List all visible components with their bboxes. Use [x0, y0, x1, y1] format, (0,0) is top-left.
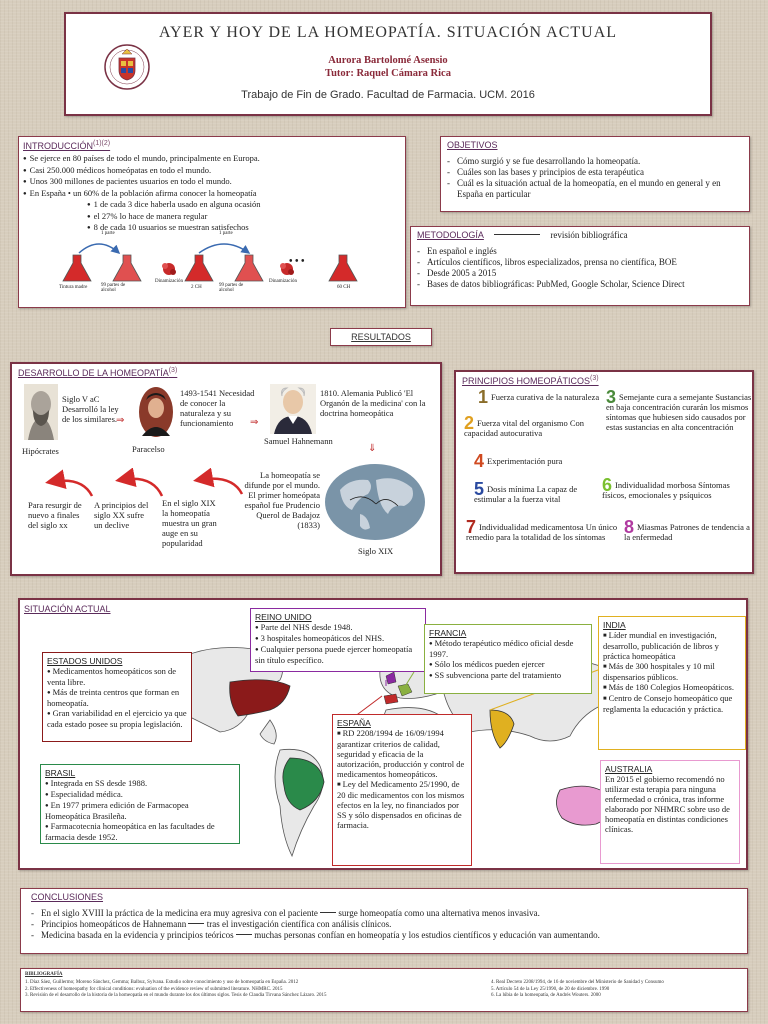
bibliografia-title: BIBLIOGRAFÍA [25, 972, 63, 977]
list-item: ● Cualquier persona puede ejercer homeopatía sin título específico. [255, 644, 421, 665]
hipocrates-portrait [24, 384, 58, 440]
list-item: ■ RD 2208/1994 de 16/09/1994 garantizar criterios de calidad, seguridad y eficacia de la autorización, producción y control de medicamentos homeopáticos. [337, 728, 467, 779]
poster-header [64, 12, 712, 116]
list-item: ■ Ley del Medicamento 25/1990, de 20 dic medicamentos con los mismos efectos en la ley, no financiados por SS y sólo dispensados en oficinas de farmacia. [337, 779, 467, 830]
list-item: ■ Líder mundial en investigación, desarrollo, publicación de libros y práctica homeopática [603, 630, 741, 661]
bibliografia-section [20, 968, 748, 1012]
flask-icon [329, 255, 357, 281]
list-item: ■ Centro de Consejo homeopático que reglamenta la educación y práctica. [603, 693, 741, 714]
flask-icon [185, 255, 213, 281]
diagram-label: 60 CH [337, 285, 351, 290]
diagram-label: 99 partes de alcohol [219, 283, 244, 293]
diagram-label: 99 partes de alcohol [101, 283, 126, 293]
country-box-reino-unido [250, 608, 426, 672]
resultados-banner: RESULTADOS [330, 328, 432, 346]
intro-list [23, 153, 401, 199]
poster-title: AYER Y HOY DE LA HOMEOPATÍA. SITUACIÓN ACTUAL [158, 24, 618, 41]
list-item: ■ Más de 300 hospitales y 10 mil dispensarios públicos. [603, 661, 741, 682]
desarrollo-section [10, 362, 442, 576]
diagram-label: 1 parte [219, 231, 233, 236]
paracelso-label: Paracelso [132, 444, 165, 454]
country-name: INDIA [603, 620, 626, 630]
list-item: ● SS subvenciona parte del tratamiento [429, 670, 587, 681]
country-name: REINO UNIDO [255, 612, 312, 622]
arrow-right-icon: ⇒ [116, 415, 125, 426]
metodologia-list [417, 246, 743, 290]
list-item: - Desde 2005 a 2015 [417, 268, 743, 279]
intro-title: $INTRODUCCIÓN^{(1)(2)}$ [23, 140, 111, 151]
principio-4: 4 Experimentación pura [474, 451, 563, 471]
paracelso-portrait [138, 386, 174, 438]
principio-8: 8 Miasmas Patrones de tendencia a la enfermedad [624, 517, 750, 542]
australia-text: En 2015 el gobierno recomendó no utilizar esta terapia para ninguna enfermedad o crónica, tras informe elaborado por NHMRC sobre uso de homeopatía en distintas condiciones clínicas. [605, 774, 730, 834]
principios-section [454, 370, 754, 574]
siglo-xix-label: Siglo XIX [358, 546, 394, 556]
shaker-icon [162, 263, 176, 275]
flask-icon [63, 255, 91, 281]
list-item: - Principios homeopáticos de Hahnemann tras el investigación científica con análisis clínicos. [31, 919, 737, 930]
principio-5: 5 Dosis mínima La capaz de estimular a la fuerza vital [474, 479, 578, 504]
list-item: - En español e inglés [417, 246, 743, 257]
bibliografia-left [25, 980, 485, 1000]
arrow-right-icon [188, 923, 204, 924]
list-item: ● Casi 250.000 médicos homeópatas en todo el mundo. [23, 165, 401, 177]
metodologia-title: METODOLOGÍA [417, 230, 484, 240]
diagram-label: Dinamización [155, 279, 184, 284]
flask-icon [235, 255, 263, 281]
red-arrows [42, 468, 252, 500]
reference: 1. Díaz Sáez, Guillermo; Moreno Sánchez, Gemma; Balbuz, Sylvana. Estudio sobre conocimiento y uso de homeopatía en España. 2012 [25, 980, 299, 985]
reference: 2. Effectiveness of homeopathy for clinical conditions: evaluation of the evidence review of submitted literature. NHMRC. 2015 [25, 986, 283, 992]
authors-block [66, 54, 710, 80]
country-box-australia [600, 760, 740, 864]
situacion-section [18, 598, 748, 870]
diagram-label: 1 parte [101, 231, 115, 236]
country-name: ESPAÑA [337, 718, 371, 728]
difusion-text: La homeopatía se difunde por el mundo. El primer homeópata español fue Prudencio Querol de Badajoz (1833) [244, 470, 320, 530]
principio-3: 3 Semejante cura a semejante Sustancias en baja concentración curarán los mismos síntomas que hubiesen sido causados por estas sustancias en alta concentración [606, 387, 752, 432]
diagram-label: Dinamización [269, 279, 298, 284]
objetivos-title: OBJETIVOS [447, 140, 498, 150]
list-item: ● Más de treinta centros que forman en homeopatía. [47, 687, 187, 708]
country-name: ESTADOS UNIDOS [47, 656, 123, 666]
arrow-right-icon [320, 912, 336, 913]
reference: 3. Revisión de el desarrollo de la historia de la homeopatía en el mundo durante los dos últimos siglos. Tesis de Claudia Tirvana Sánchez Lázaro. 2015 [25, 993, 327, 998]
hahnemann-portrait [270, 384, 316, 434]
country-box-espana [332, 714, 472, 866]
list-item: ● Unos 300 millones de pacientes usuarios en todo el mundo. [23, 176, 401, 188]
author-name: Aurora Bartolomé Asensio [328, 55, 448, 66]
list-item: ● Se ejerce en 80 países de todo el mundo, principalmente en Europa. [23, 153, 401, 165]
principio-7: 7 Individualidad medicamentosa Un único remedio para la totalidad de los síntomas [466, 517, 618, 542]
principio-1: 1 Fuerza curativa de la naturaleza [478, 387, 600, 407]
declive-text: A principios del siglo XX sufre un declive [94, 500, 149, 530]
intro-sublist [87, 199, 401, 234]
reference: 4. Real Decreto 2208/1994, de 16 de noviembre del Ministerio de Sanidad y Consumo [491, 980, 664, 985]
conclusiones-section [20, 888, 748, 954]
metodologia-method: revisión bibliográfica [550, 230, 628, 240]
objetivos-list [447, 156, 743, 200]
list-item: ■ Más de 180 Colegios Homeopáticos. [603, 682, 741, 693]
flask-icon [113, 255, 141, 281]
country-name: FRANCIA [429, 628, 467, 638]
list-item: ● Método terapéutico médico oficial desde 1997. [429, 638, 587, 659]
country-box-brasil [40, 764, 240, 844]
list-item: ● En 1977 primera edición de Farmacopea Homeopática Brasileña. [45, 800, 235, 821]
country-box-francia [424, 624, 592, 694]
country-name: BRASIL [45, 768, 76, 778]
hipocrates-text: Siglo V aC Desarrolló la ley de los similares. [62, 394, 119, 424]
poster-subtitle: Trabajo de Fin de Grado. Facultad de Farmacia. UCM. 2016 [241, 89, 535, 101]
list-item: - En el siglo XVIII la práctica de la medicina era muy agresiva con el paciente surge homeopatía como una alternativa menos invasiva. [31, 908, 737, 919]
objetivos-section [440, 136, 750, 212]
list-item: - Bases de datos bibliográficas: PubMed, Google Scholar, Science Direct [417, 279, 743, 290]
country-box-eeuu [42, 652, 192, 742]
reference: 6. La lúbia de la homeopatía, de Andrés Wouters. 2000 [491, 993, 601, 998]
reference: 5. Artículo 54 de la Ley 25/1990, de 20 de diciembre. 1990 [491, 986, 610, 992]
situacion-title: SITUACIÓN ACTUAL [24, 604, 111, 614]
resurgir-text: Para resurgir de nuevo a finales del siglo xx [28, 500, 82, 530]
globe-icon [320, 460, 430, 544]
principio-2: 2 Fuerza vital del organismo Con capacidad autocurativa [464, 413, 585, 438]
list-item: - Cómo surgió y se fue desarrollando la homeopatía. [447, 156, 743, 167]
list-item: ● 3 hospitales homeopáticos del NHS. [255, 633, 421, 644]
bibliografia-right [491, 980, 745, 1000]
list-item: ● Gran variabilidad en el ejercicio ya que cada estado posee su propia legislación. [47, 708, 187, 729]
list-item: - Artículos científicos, libros especializados, prensa no científica, BOE [417, 257, 743, 268]
metodologia-section [410, 226, 750, 306]
hahnemann-label: Samuel Hahnemann [264, 436, 333, 446]
hipocrates-label: Hipócrates [22, 446, 59, 456]
list-item: ● Parte del NHS desde 1948. [255, 622, 421, 633]
diagram-label: Tintura madre [59, 285, 88, 290]
list-item: - Cuál es la situación actual de la homeopatía, en el mundo en general y en España en particular [447, 178, 743, 200]
paracelso-text: 1493-1541 Necesidad de conocer la naturaleza y su funcionamiento [180, 388, 255, 428]
conclusiones-list [31, 908, 737, 941]
country-name: AUSTRALIA [605, 764, 653, 774]
list-item: ● 1 de cada 3 dice haberla usado en alguna ocasión [87, 199, 401, 211]
list-item: - Medicina basada en la evidencia y principios teóricos muchas personas confían en homeopatía y los estudios científicos y educación van aumentando. [31, 930, 737, 941]
arrow-right-icon: ⇒ [250, 417, 259, 428]
diagram-dots: • • • [289, 256, 305, 267]
list-item: ● Sólo los médicos pueden ejercer [429, 659, 587, 670]
list-item: ● En España • un 60% de la población afirma conocer la homeopatía [23, 188, 401, 200]
list-item: ● el 27% lo hace de manera regular [87, 211, 401, 223]
list-item: ● Farmacotecnia homeopática en las facultades de farmacia desde 1952. [45, 821, 235, 842]
list-item: ● Especialidad médica. [45, 789, 235, 800]
desarrollo-title: DESARROLLO DE LA HOMEOPATÍA$^{(3)}$ [18, 367, 178, 378]
hahnemann-text: 1810. Alemania Publicó 'El Organón de la medicina' con la doctrina homeopática [320, 388, 426, 418]
list-item: ● 8 de cada 10 usuarios se muestran satisfechos [87, 222, 401, 234]
tutor-name: Tutor: Raquel Cámara Rica [325, 68, 451, 79]
country-box-india [598, 616, 746, 750]
arrow-down-icon: ⇓ [368, 443, 377, 454]
diagram-label: 2 CH [191, 285, 202, 290]
auge-text: En el siglo XIX la homeopatía muestra un gran auge en su popularidad [162, 498, 217, 548]
list-item: ● Medicamentos homeopáticos son de venta libre. [47, 666, 187, 687]
intro-section [18, 136, 406, 308]
conclusiones-title: CONCLUSIONES [31, 892, 104, 902]
list-item: - Cuáles son las bases y principios de esta terapéutica [447, 167, 743, 178]
list-item: ● Integrada en SS desde 1988. [45, 778, 235, 789]
arrow-right-icon [236, 934, 252, 935]
principios-title: PRINCIPIOS HOMEOPÁTICOS$^{(3)}$ [462, 375, 599, 386]
principio-6: 6 Individualidad morbosa Síntomas físicos, emocionales y psíquicos [602, 475, 730, 500]
arrow-line [494, 234, 540, 235]
